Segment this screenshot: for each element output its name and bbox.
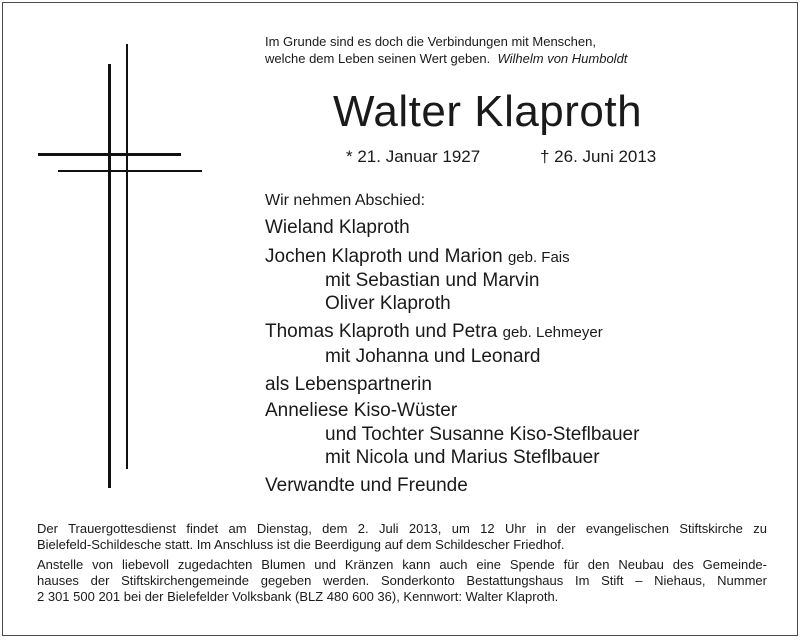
donation-line-3: 2 301 500 201 bei der Bielefelder Volksbank (BLZ 480 600 36), Kennwort: Walter Klaproth. (37, 589, 559, 604)
cross-horizontal-bar-thin (58, 170, 202, 172)
death-date: † 26. Juni 2013 (540, 147, 657, 166)
service-info (37, 521, 767, 553)
quote-author: Wilhelm von Humboldt (497, 51, 628, 66)
mourners-intro: Wir nehmen Abschied: (265, 192, 426, 209)
mourner-line (265, 321, 603, 344)
obituary-notice (2, 2, 798, 636)
mourner-line: Anneliese Kiso-Wüster (265, 400, 458, 421)
quote (265, 33, 627, 67)
mourner-line: mit Sebastian und Marvin (325, 270, 540, 291)
donation-info (37, 557, 767, 605)
birth-date: * 21. Januar 1927 (346, 147, 481, 166)
donation-line-2: hauses der Stiftskirchengemeinde gegeben werden. Sonderkonto Bestattungshaus Im Stift – Niehaus, Nummer (37, 573, 767, 588)
maiden-name: geb. Fais (507, 249, 570, 266)
cross-vertical-bar-thin (126, 44, 128, 469)
donation-line-1: Anstelle von liebevoll zugedachten Blumen und Kränzen kann auch eine Spende für den Neubau des Gemeinde- (37, 557, 767, 572)
mourner-name: Thomas Klaproth und Petra (265, 321, 498, 342)
mourner-line: mit Nicola und Marius Steflbauer (325, 447, 600, 468)
cross-vertical-bar (108, 64, 111, 488)
quote-line-1: Im Grunde sind es doch die Verbindungen mit Menschen, (265, 34, 596, 49)
service-line-2: Bielefeld-Schildesche statt. Im Anschluss ist die Beerdigung auf dem Schildescher Friedhof. (37, 537, 565, 552)
quote-line-2 (265, 50, 627, 67)
maiden-name: geb. Lehmeyer (502, 324, 603, 341)
quote-line-2-text: welche dem Leben seinen Wert geben. (265, 51, 491, 66)
service-line-1: Der Trauergottesdienst findet am Dienstag, dem 2. Juli 2013, um 12 Uhr in der evangelischen Stiftskirche zu (37, 521, 767, 536)
mourner-line: Verwandte und Freunde (265, 475, 468, 496)
mourner-line: mit Johanna und Leonard (325, 346, 541, 367)
mourner-line (265, 246, 570, 269)
cross-horizontal-bar (38, 153, 181, 156)
deceased-name: Walter Klaproth (333, 87, 643, 136)
mourner-name: Jochen Klaproth und Marion (265, 246, 503, 267)
mourner-line: Oliver Klaproth (325, 293, 451, 314)
mourner-line: und Tochter Susanne Kiso-Steflbauer (325, 424, 640, 445)
mourner-line: Wieland Klaproth (265, 217, 410, 238)
mourner-line: als Lebenspartnerin (265, 374, 432, 395)
